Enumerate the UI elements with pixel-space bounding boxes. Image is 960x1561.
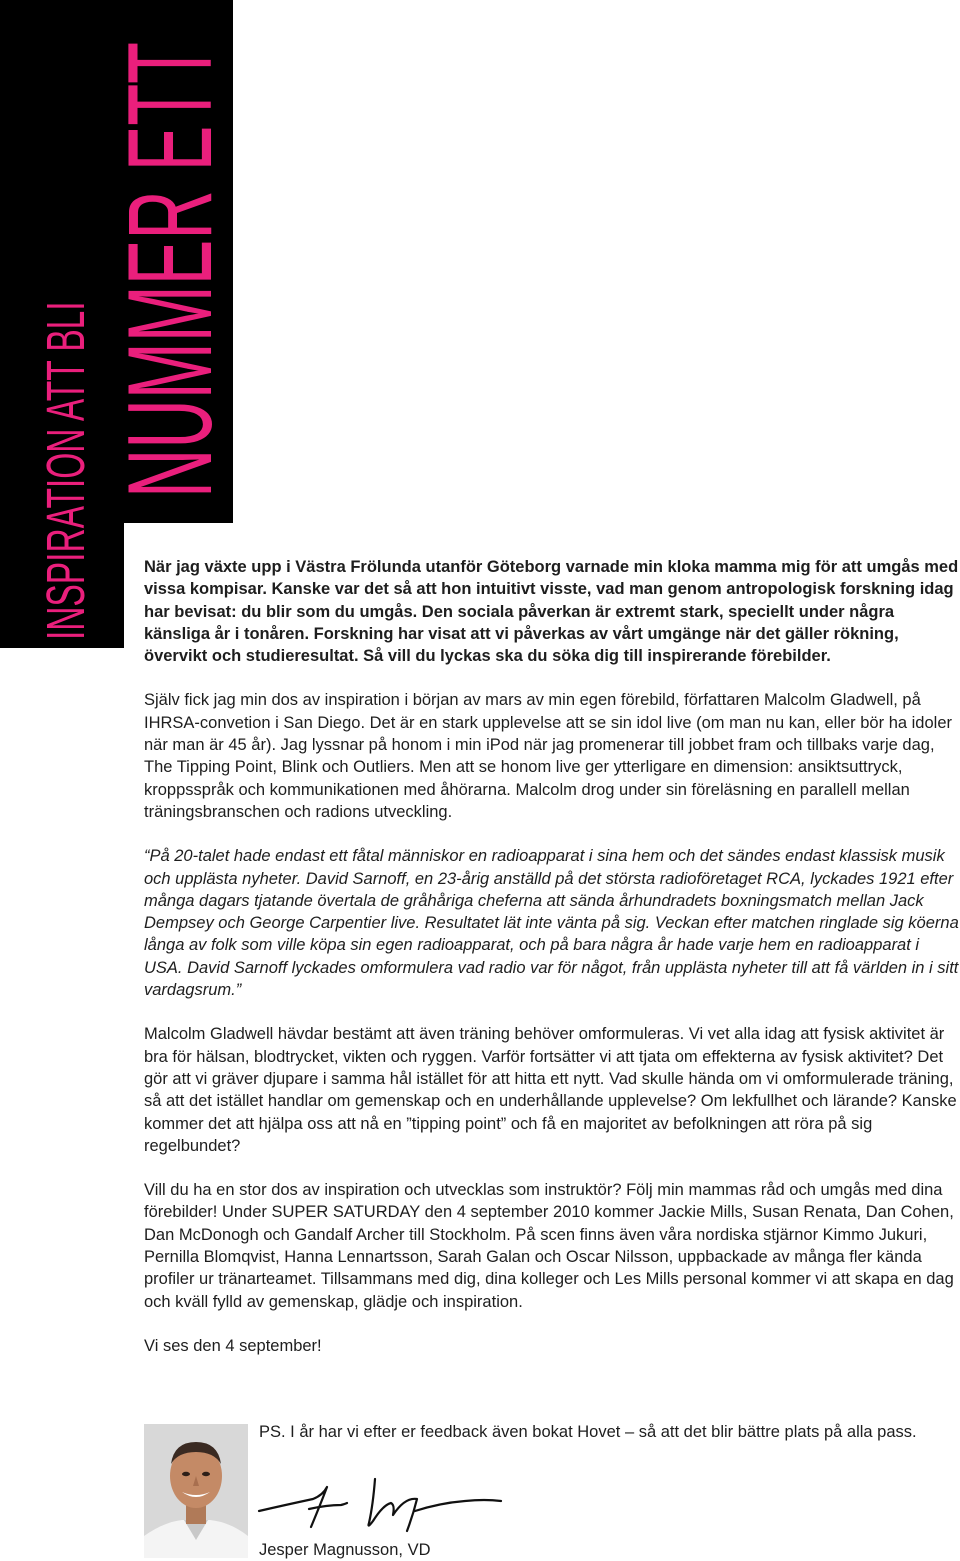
paragraph-3: Malcolm Gladwell hävdar bestämt att även träning behöver omformuleras. Vi vet alla idag att fysisk aktivitet är bra för hälsan, blodtrycket, vikten och ryggen. Varför fortsätter vi att tjata om effekterna av fysisk aktivitet? Det gör att vi gräver djupare i samma hål istället för att hitta ett nytt. Vad skulle hända om vi omformulerade träning, så att det istället handlar om gemenskap och en underhållande upplevelse? Om lekfullhet och lärande? Kanske kommer det att hjälpa oss att nå en ”tipping point” och få en majoritet av befolkningen att röra på sig regelbundet?	[144, 1025, 957, 1155]
header-line-2: NUMMER ETT	[103, 42, 237, 499]
portrait-image	[144, 1424, 248, 1558]
paragraph-2: Själv fick jag min dos av inspiration i början av mars av min egen förebild, författaren Malcolm Gladwell, på IHRSA-convetion i San Diego. Det är en stark upplevelse att se sin idol live (om man nu kan, eller bör ha idoler när man är 45 år). Jag lyssnar på honom i min iPod när jag promenerar till jobbet fram och tillbaks varje dag, The Tipping Point, Blink och Outliers. Men att se honom live ger ytterligare en dimension: ansiktsuttryck, kroppsspråk och kommunikationen med åhörarna. Malcolm drog under sin föreläsning en parallell mellan träningsbranschen och radions utveckling.	[144, 691, 952, 821]
paragraph-4: Vill du ha en stor dos av inspiration och utvecklas som instruktör? Följ min mammas råd och umgås med dina förebilder! Under SUPER SATURDAY den 4 september 2010 kommer Jackie Mills, Susan Renata, Dan Cohen, Dan McDonogh och Gandalf Archer till Stockholm. På scen finns även våra nordiska stjärnor Kimmo Jukuri, Pernilla Blomqvist, Hanna Lennartsson, Sarah Galan och Oscar Nilsson, uppbackade av många fler kända profiler ur tränarteamet. Tillsammans med dig, dina kolleger och Les Mills personal kommer vi att skapa en dag och kväll fylld av gemenskap, glädje och inspiration.	[144, 1181, 954, 1311]
intro-paragraph: När jag växte upp i Västra Frölunda utanför Göteborg varnade min kloka mamma mig för att umgås med vissa kompisar. Kanske var det så att hon intuitivt visste, vad man genom antropologisk forskning idag har bevisat: du blir som du umgås. Den sociala påverkan är extremt stark, speciellt under några känsliga år i tonåren. Forskning har visat att vi påverkas av vårt umgänge när det gäller rökning, övervikt och studieresultat. Så vill du lyckas ska du söka dig till inspirerande förebilder.	[144, 558, 959, 666]
handwritten-signature	[255, 1475, 505, 1535]
quote-paragraph: “På 20-talet hade endast ett fåtal människor en radioapparat i sina hem och det sändes endast klassisk musik och upplästa nyheter. David Sarnoff, en 23-årig anställd på det största radioföretaget RCA, lyckades 1921 efter många dagars tjatande övertala de gråhåriga cheferna att sända århundradets boxningsmatch mellan Jack Dempsey och George Carpentier live. Resultatet lät inte vänta på sig. Veckan efter matchen ringlade sig köerna långa av folk som ville köpa sin egen radioapparat, och på bara några år hade varje hem en radioapparat i USA. David Sarnoff lyckades omformulera vad radio var för något, från upplästa nyheter till att få världen in i sitt vardagsrum.”	[144, 847, 959, 1000]
postscript: PS. I år har vi efter er feedback även bokat Hovet – så att det blir bättre plats på alla pass.	[259, 1423, 917, 1441]
header-line-1: INSPIRATION ATT BLI	[36, 301, 96, 640]
closing-line: Vi ses den 4 september!	[144, 1336, 322, 1355]
signature-name: Jesper Magnusson, VD	[259, 1541, 431, 1559]
author-photo	[144, 1424, 248, 1558]
article-body	[144, 556, 960, 1379]
